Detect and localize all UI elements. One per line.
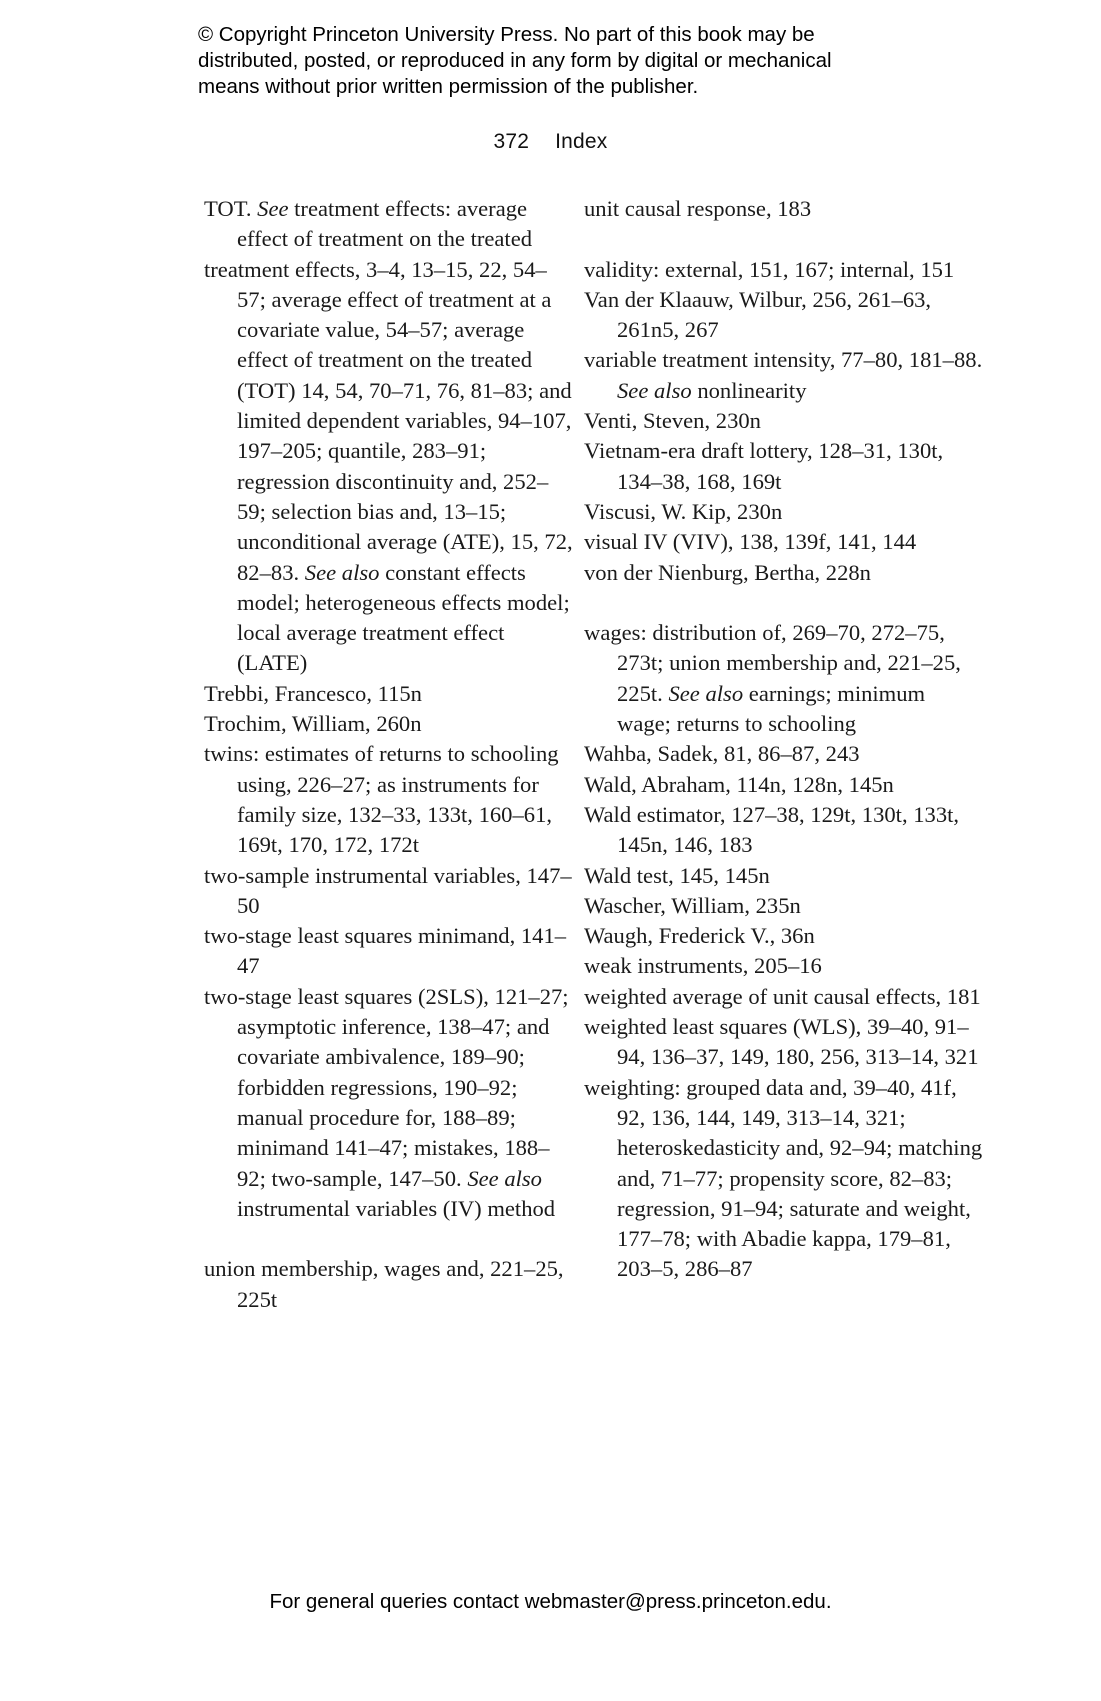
index-entry-text: Wascher, William, 235n — [584, 892, 801, 918]
index-entry-text: nonlinearity — [691, 377, 807, 403]
index-entry-text: von der Nienburg, Bertha, 228n — [584, 559, 871, 585]
index-entry-text: validity: external, 151, 167; internal, 151 — [584, 256, 955, 282]
index-entry-text: TOT. — [204, 196, 258, 221]
index-entry — [584, 800, 984, 861]
index-entry-text: earnings; minimum wage; returns to schooling — [617, 680, 926, 737]
index-entry-text: weighting: grouped data and, 39–40, 41f, 92, 136, 144, 149, 313–14, 321; heteroskedasticity and, 92–94; matching and, 71–77; propensity score, 82–83; regression, 91–94; saturate and weight, 177–78; with Abadie kappa, 179–81, 203–5, 286–87 — [584, 1074, 983, 1282]
section-title: Index — [555, 130, 608, 153]
index-entry-text: two-stage least squares minimand, 141–47 — [204, 923, 567, 979]
index-entry — [584, 527, 984, 557]
index-entry-text: Trebbi, Francesco, 115n — [204, 680, 422, 706]
index-entry-text: two-sample instrumental variables, 147–50 — [204, 862, 572, 918]
index-entry — [584, 618, 984, 739]
index-entry — [584, 951, 984, 981]
index-entry — [584, 739, 984, 769]
index-entry — [584, 406, 984, 436]
page-number: 372 — [493, 130, 530, 153]
index-entry — [204, 255, 574, 679]
index-entry — [584, 1012, 984, 1073]
index-entry-text: wages: distribution of, 269–70, 272–75, 273t; union membership and, 221–25, 225t. — [584, 620, 961, 706]
cross-reference-label: See also — [668, 680, 744, 706]
index-entry-text: Waugh, Frederick V., 36n — [584, 923, 815, 949]
index-entry-text: Wahba, Sadek, 81, 86–87, 243 — [584, 741, 860, 767]
index-entry-text: variable treatment intensity, 77–80, 181–88. — [584, 347, 983, 373]
index-entry — [204, 709, 574, 739]
index-entry-text: Wald test, 145, 145n — [584, 862, 770, 888]
running-head — [0, 130, 1101, 154]
index-entry-text: unit causal response, 183 — [584, 196, 812, 221]
index-entry-text: constant effects model; heterogeneous effects model; local average treatment effect (LATE) — [237, 559, 570, 676]
index-entry — [584, 921, 984, 951]
index-entry — [204, 194, 574, 255]
copyright-line: © Copyright Princeton University Press. No part of this book may be — [198, 23, 815, 46]
index-entry — [584, 285, 984, 346]
index-entry — [204, 1254, 574, 1315]
index-entry-text: weighted average of unit causal effects, 181 — [584, 983, 981, 1009]
index-entry-text: Wald, Abraham, 114n, 128n, 145n — [584, 771, 894, 797]
index-entry-text: weighted least squares (WLS), 39–40, 91–94, 136–37, 149, 180, 256, 313–14, 321 — [584, 1014, 979, 1070]
index-entry — [584, 770, 984, 800]
cross-reference-label: See also — [467, 1165, 542, 1191]
index-entry — [584, 497, 984, 527]
index-entry-text: twins: estimates of returns to schooling using, 226–27; as instruments for family size, 132–33, 133t, 160–61, 169t, 170, 172, 172t — [204, 741, 559, 858]
index-column-left — [204, 194, 574, 1315]
index-entry — [204, 739, 574, 860]
cross-reference-label: See also — [304, 559, 380, 585]
footer-contact: For general queries contact webmaster@press.princeton.edu. — [269, 1590, 832, 1613]
copyright-notice — [198, 22, 958, 100]
index-entry-text: two-stage least squares (2SLS), 121–27; asymptotic inference, 138–47; and covariate ambivalence, 189–90; forbidden regressions, 190–92; manual procedure for, 188–89; minimand 141–47; mistakes, 188–92; two-sample, 147–50. — [204, 983, 569, 1191]
index-entry — [584, 1073, 984, 1285]
index-entry-text: instrumental variables (IV) method — [237, 1195, 556, 1221]
index-entry — [204, 861, 574, 922]
index-entry-text: Trochim, William, 260n — [204, 711, 422, 737]
index-entry-text: Van der Klaauw, Wilbur, 256, 261–63, 261n5, 267 — [584, 286, 932, 343]
cross-reference-label: See also — [617, 377, 692, 403]
index-entry-text: Vietnam-era draft lottery, 128–31, 130t, 134–38, 168, 169t — [584, 438, 944, 494]
copyright-line: distributed, posted, or reproduced in any form by digital or mechanical — [198, 49, 832, 72]
index-entry — [584, 891, 984, 921]
copyright-line: means without prior written permission of the publisher. — [198, 75, 699, 98]
index-entry — [584, 861, 984, 891]
index-entry — [204, 679, 574, 709]
index-entry — [204, 921, 574, 982]
index-entry-text: union membership, wages and, 221–25, 225t — [204, 1256, 564, 1312]
index-entry — [584, 255, 984, 285]
index-entry-text: Venti, Steven, 230n — [584, 408, 761, 434]
index-entry — [584, 345, 984, 406]
index-entry — [584, 558, 984, 588]
index-entry-text: visual IV (VIV), 138, 139f, 141, 144 — [584, 529, 917, 555]
index-entry-text: Wald estimator, 127–38, 129t, 130t, 133t, 145n, 146, 183 — [584, 801, 960, 858]
index-entry-text: weak instruments, 205–16 — [584, 953, 822, 979]
index-column-right — [584, 194, 984, 1285]
index-entry — [584, 982, 984, 1012]
cross-reference-label: See — [257, 196, 289, 221]
index-entry — [204, 982, 574, 1224]
index-entry-text: treatment effects: average effect of treatment on the treated — [237, 196, 533, 252]
index-entry-text: Viscusi, W. Kip, 230n — [584, 498, 783, 524]
index-entry — [584, 436, 984, 497]
index-entry — [584, 194, 984, 224]
index-entry-text: treatment effects, 3–4, 13–15, 22, 54–57; average effect of treatment at a covariate value, 54–57; average effect of treatment on the treated (TOT) 14, 54, 70–71, 76, 81–83; and limited dependent variables, 94–107, 197–205; quantile, 283–91; regression discontinuity and, 252–59; selection bias and, 13–15; unconditional average (ATE), 15, 72, 82–83. — [204, 256, 573, 585]
